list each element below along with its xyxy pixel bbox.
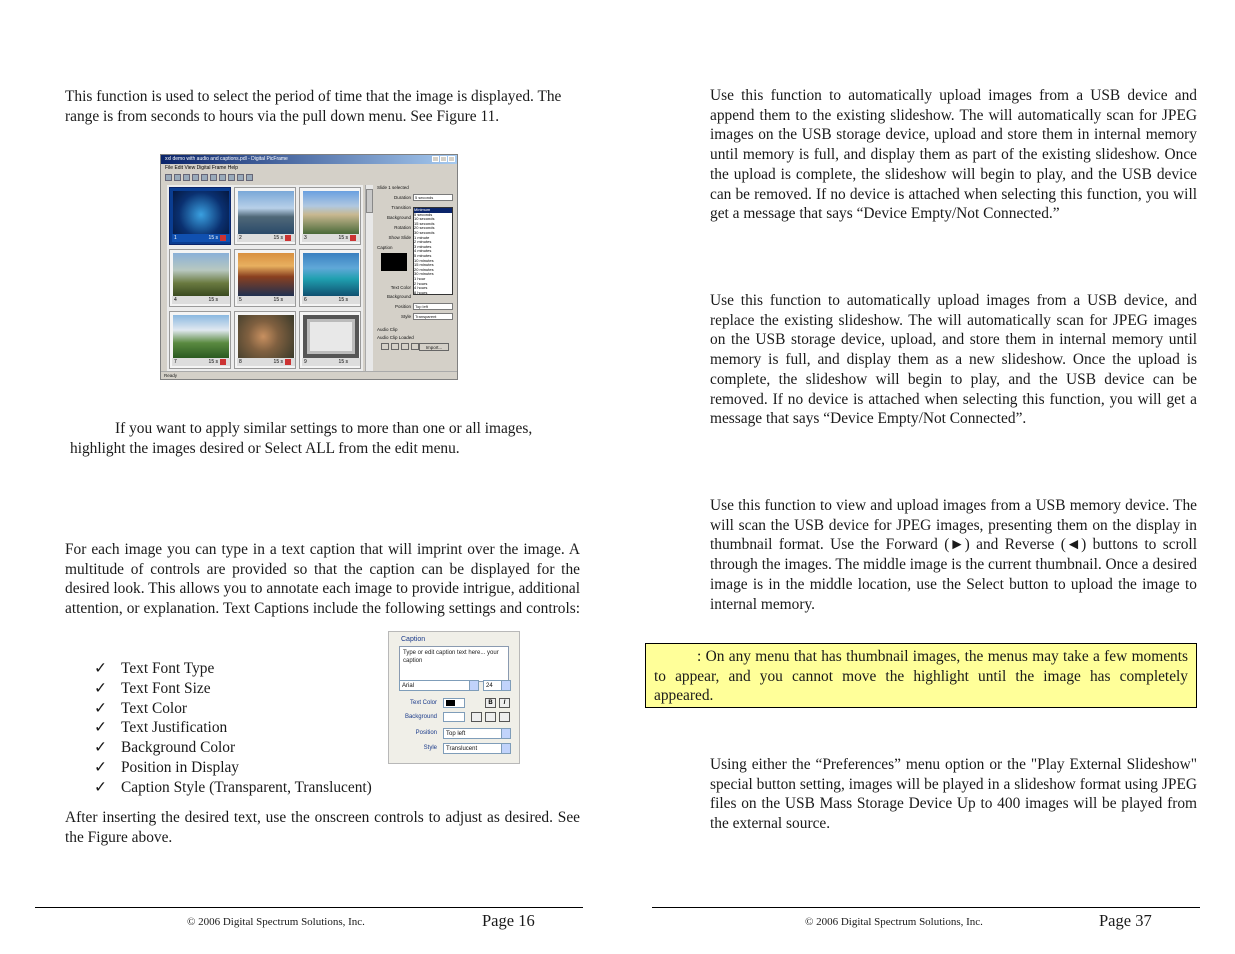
duration-select — [413, 194, 453, 201]
audio-controls — [381, 343, 419, 350]
caption-flag-icon — [285, 235, 291, 241]
thumbnail-number: 7 — [174, 359, 177, 365]
thumbnail-image — [238, 253, 294, 296]
list-item-text: Text Justification — [121, 719, 228, 737]
thumbnail — [299, 249, 361, 307]
thumbnail-number: 6 — [304, 297, 307, 303]
caption-background-label: Background — [386, 294, 411, 299]
copyright: © 2006 Digital Spectrum Solutions, Inc. — [187, 916, 365, 928]
list-item-text: Text Font Type — [121, 660, 215, 677]
thumbnail-image — [238, 191, 294, 234]
background-color-picker — [443, 712, 465, 722]
dropdown-option: 2 hours — [414, 280, 428, 286]
close-icon — [448, 156, 455, 162]
window-titlebar — [161, 155, 457, 164]
panel-title: Slide 1 selected — [377, 185, 409, 190]
list-item — [94, 699, 372, 719]
caption-textarea: Type or edit caption text here... your caption — [399, 646, 509, 682]
thumbnail-duration: 15 s — [338, 235, 348, 241]
style-label: Style — [423, 745, 437, 751]
caption-panel-figure — [388, 631, 520, 764]
status-bar: Ready — [161, 371, 457, 379]
list-item — [94, 758, 372, 778]
duration-value: 5 seconds — [415, 195, 434, 200]
thumbnail-bar — [172, 296, 230, 304]
thumbnail — [234, 187, 296, 245]
replace-paragraph: Use this function to automatically upload images from a USB device, and replace the existing slideshow. The will automatically scan for JPEG images on the USB storage device, upload, and store them in internal memory until memory is full, and display them as a new slideshow. Once the upload is complete, the slideshow will begin to play, and the USB device can be removed. If no device is attached when selecting this function, you will get a message that says “Device Empty/Not Connected”. — [710, 292, 1197, 428]
dropdown-option: 3 minutes — [414, 243, 432, 249]
export-icon — [228, 174, 235, 181]
thumbnail-duration: 15 s — [338, 359, 348, 365]
list-item-text: Position in Display — [121, 758, 240, 776]
view-paragraph: Use this function to view and upload images from a USB memory device. The will scan the USB device for JPEG images, presenting them on the display in thumbnail format. Use the Forward (►) and Reverse (◄) buttons to scroll through the images. The middle image is the current thumbnail. Once a desired image is in the middle location, use the Select button to upload the image to internal memory. — [710, 497, 1197, 613]
position-value: Top left — [415, 304, 428, 309]
style-label: Style — [400, 314, 411, 319]
font-value: Arial — [402, 683, 415, 689]
thumbnail-number: 9 — [304, 359, 307, 365]
list-item-text: Background Color — [121, 739, 236, 757]
dropdown-option: 20 seconds — [414, 225, 435, 231]
caption-flag-icon — [350, 235, 356, 241]
caption-flag-icon — [285, 359, 291, 365]
style-row — [375, 313, 455, 321]
external-slideshow-paragraph: Using either the “Preferences” menu option or the "Play External Slideshow" special button setting, images will be played in a slideshow format using JPEG files on the USB Mass Storage Device Up to 400 images will be played from the external source. — [710, 756, 1197, 833]
list-item — [94, 659, 372, 679]
note-box — [645, 643, 1197, 708]
position-label: Position — [415, 730, 437, 736]
audio-clip-loaded-label: Audio Clip Loaded — [377, 335, 414, 340]
caption-controls-list — [94, 659, 372, 798]
font-select — [399, 680, 479, 691]
dropdown-option: Minimum — [414, 208, 452, 213]
dropdown-option: 1 minute — [414, 234, 430, 240]
remove-icon — [401, 343, 409, 350]
dropdown-option: 10 minutes — [414, 257, 434, 263]
thumbnail-bar — [302, 358, 360, 366]
align-center-icon — [485, 712, 496, 722]
duration-dropdown-list — [413, 207, 453, 295]
dropdown-option: 30 minutes — [414, 271, 434, 277]
import-icon — [219, 174, 226, 181]
thumbnail — [299, 187, 361, 245]
style-select — [443, 743, 511, 754]
multi-select-paragraph: If you want to apply similar settings to more than one or all images, highlight the images desired or Select ALL from the edit menu. — [70, 420, 533, 457]
thumbnail-image — [303, 253, 359, 296]
size-select — [483, 680, 511, 691]
list-item-text: Text Color — [121, 699, 188, 717]
open-icon — [174, 174, 181, 181]
minimize-icon — [432, 156, 439, 162]
left-page — [0, 0, 617, 954]
chevron-down-icon — [501, 729, 510, 738]
style-select — [413, 313, 453, 320]
text-color-picker — [443, 698, 465, 708]
position-row — [375, 303, 455, 311]
footer-rule — [652, 907, 1200, 908]
thumbnail-duration: 15 s — [208, 235, 218, 241]
checkmark-icon: ✓ — [94, 699, 107, 717]
duration-paragraph: This function is used to select the period of time that the image is displayed. The range is from seconds to hours via the pull down menu. See Figure 11. — [65, 88, 562, 125]
thumbnail-grid — [167, 185, 363, 371]
thumbnail-bar — [172, 234, 230, 242]
thumbnail-number: 8 — [239, 359, 242, 365]
save-icon — [183, 174, 190, 181]
list-item — [94, 778, 372, 798]
thumbnail-image — [173, 253, 229, 296]
import-button: Import... — [419, 343, 449, 351]
copyright: © 2006 Digital Spectrum Solutions, Inc. — [805, 916, 983, 928]
caption-flag-icon — [220, 235, 226, 241]
page-number: Page 37 — [1099, 911, 1152, 930]
duration-label: Duration — [393, 195, 411, 200]
thumbnail-duration: 15 s — [208, 297, 218, 303]
audio-clip-label: Audio Clip — [377, 327, 398, 332]
dropdown-option: 10 seconds — [414, 216, 435, 222]
dropdown-option: 15 minutes — [414, 262, 434, 268]
thumbnail-bar — [237, 296, 295, 304]
list-item-text: Caption Style (Transparent, Translucent) — [121, 778, 372, 796]
caption-intro-text: For each image you can type in a text caption that will imprint over the image. A multitude of controls are provided so that the caption can be displayed for the desired look. This allows you to annotate each image to provide intrigue, additional attention, or explanation. Text Captions include the following settings and controls: — [65, 541, 580, 618]
thumbnail-number: 3 — [304, 235, 307, 241]
thumbnail-image — [303, 315, 359, 358]
thumbnail — [234, 249, 296, 307]
thumbnail-bar — [172, 358, 230, 366]
software-screenshot-figure — [160, 154, 458, 380]
thumbnail-number: 1 — [174, 235, 177, 241]
caption-preview — [381, 253, 407, 271]
position-select — [413, 303, 453, 310]
background-label: Background — [404, 714, 437, 720]
dropdown-option: 4 minutes — [414, 248, 432, 254]
background-label: Background — [386, 215, 411, 220]
footer-rule — [35, 907, 583, 908]
align-right-icon — [499, 712, 510, 722]
help-icon — [246, 174, 253, 181]
dropdown-option: 15 seconds — [414, 220, 435, 226]
thumbnail — [234, 311, 296, 369]
transition-label: Transition — [391, 205, 411, 210]
stop-icon — [391, 343, 399, 350]
new-icon — [165, 174, 172, 181]
list-item-text: Text Font Size — [121, 679, 211, 697]
thumbnail — [169, 311, 231, 369]
record-icon — [411, 343, 419, 350]
frame-icon — [237, 174, 244, 181]
toolbar — [161, 172, 457, 182]
thumbnail-duration: 15 s — [338, 297, 348, 303]
caption-intro-paragraph — [65, 540, 580, 639]
thumbnail — [299, 311, 361, 369]
thumbnail-bar — [302, 296, 360, 304]
list-item — [94, 718, 372, 738]
thumbnail-bar — [302, 234, 360, 242]
scrollbar-thumb — [366, 189, 373, 213]
chevron-down-icon — [501, 744, 510, 753]
text-color-label: Text Color — [390, 285, 411, 290]
window-controls — [432, 156, 455, 162]
thumbnail-number: 5 — [239, 297, 242, 303]
checkmark-icon: ✓ — [94, 719, 107, 737]
thumbnail — [169, 187, 231, 245]
text-color-label: Text Color — [409, 700, 437, 706]
dropdown-option: 1 hour — [414, 275, 426, 281]
checkmark-icon: ✓ — [94, 778, 107, 796]
thumbnail-duration: 15 s — [273, 297, 283, 303]
paste-icon — [210, 174, 217, 181]
dropdown-option: 5 seconds — [414, 211, 433, 217]
page-number: Page 16 — [482, 911, 535, 930]
style-value: Translucent — [446, 746, 478, 752]
thumbnail-duration: 15 s — [273, 235, 283, 241]
thumbnail-duration: 15 s — [208, 359, 218, 365]
thumbnail-image — [303, 191, 359, 234]
checkmark-icon: ✓ — [94, 739, 107, 757]
style-value: Transparent — [415, 314, 437, 319]
note-text: : On any menu that has thumbnail images, the menus may take a few moments to appear, and you cannot move the highlight until the image has completely appeared. — [654, 648, 1188, 705]
thumbnail-number: 2 — [239, 235, 242, 241]
window-title: xxl demo with audio and captions.pdl - Digital PicFrame — [165, 156, 288, 162]
checkmark-icon: ✓ — [94, 679, 107, 697]
thumbnail-image — [238, 315, 294, 358]
maximize-icon — [440, 156, 447, 162]
dropdown-option: 20 minutes — [414, 266, 434, 272]
caption-panel-title: Caption — [401, 636, 426, 643]
thumbnail-duration: 15 s — [273, 359, 283, 365]
thumbnail-number: 4 — [174, 297, 177, 303]
size-value: 24 — [486, 683, 493, 689]
checkmark-icon: ✓ — [94, 660, 107, 677]
bold-button: B — [485, 698, 496, 708]
thumbnail — [169, 249, 231, 307]
thumbnail-image — [173, 191, 229, 234]
position-label: Position — [394, 304, 411, 309]
list-item — [94, 679, 372, 699]
rotation-label: Rotation — [394, 225, 411, 230]
italic-button: I — [499, 698, 510, 708]
thumbnail-bar — [237, 358, 295, 366]
after-insert-paragraph: After inserting the desired text, use the onscreen controls to adjust as desired. See the Figure above. — [65, 809, 580, 846]
append-paragraph: Use this function to automatically upload images from a USB device and append them to the existing slideshow. The will automatically scan for JPEG images on the USB storage device, upload and store them in internal memory until memory is full, and display them as part of the existing slideshow. Once the upload is complete, the slideshow will begin to play, and the USB device can be removed. If no device is attached when selecting this function, you will get a message that says “Device Empty/Not Connected.” — [710, 87, 1197, 223]
chevron-down-icon — [501, 681, 510, 690]
duration-row — [375, 194, 455, 202]
dropdown-option: 5 minutes — [414, 252, 432, 258]
thumbnail-image — [173, 315, 229, 358]
play-icon — [381, 343, 389, 350]
dropdown-option: 4 hours — [414, 285, 428, 291]
caption-label: Caption — [377, 245, 393, 250]
color-swatch — [446, 700, 455, 706]
menu-bar: File Edit View Digital Frame Help — [165, 165, 238, 171]
align-left-icon — [471, 712, 482, 722]
grid-scrollbar — [365, 185, 373, 371]
dropdown-option: 2 minutes — [414, 239, 432, 245]
cut-icon — [201, 174, 208, 181]
show-slide-label: Show Slide — [388, 235, 411, 240]
position-value: Top left — [446, 731, 466, 737]
list-item — [94, 738, 372, 758]
copy-icon — [192, 174, 199, 181]
checkmark-icon: ✓ — [94, 758, 107, 776]
position-select — [443, 728, 511, 739]
caption-flag-icon — [220, 359, 226, 365]
chevron-down-icon — [469, 681, 478, 690]
dropdown-option: 8 hours — [414, 289, 428, 295]
dropdown-option: 30 seconds — [414, 229, 435, 235]
thumbnail-bar — [237, 234, 295, 242]
